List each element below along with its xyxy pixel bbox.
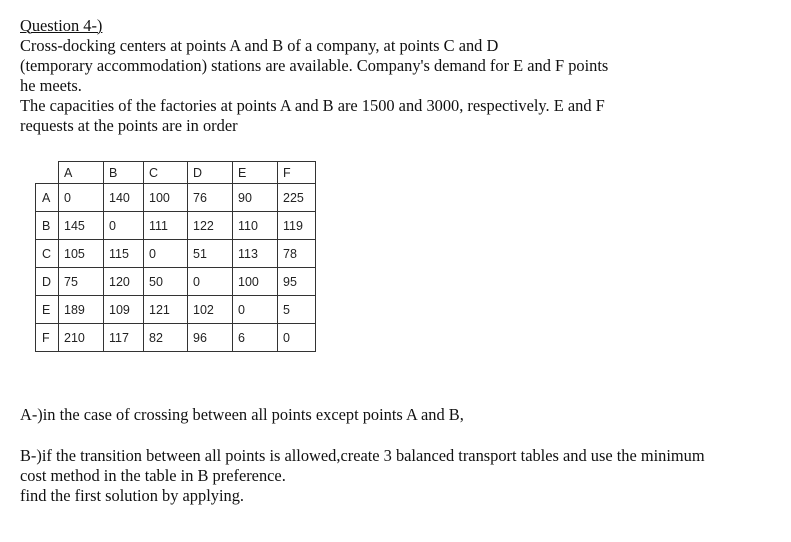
table-cell: 210 — [59, 324, 104, 352]
table-row — [36, 268, 316, 296]
table-cell: 145 — [59, 212, 104, 240]
table-cell: 100 — [233, 268, 278, 296]
table-cell: 113 — [233, 240, 278, 268]
table-cell: 121 — [144, 296, 188, 324]
table-cell: 109 — [104, 296, 144, 324]
row-header: F — [36, 324, 59, 352]
table-cell: 95 — [278, 268, 316, 296]
table-header-row — [36, 162, 316, 184]
intro-line-2: (temporary accommodation) stations are available. Company's demand for E and F points — [20, 56, 609, 75]
table-cell: 105 — [59, 240, 104, 268]
table-cell: 0 — [104, 212, 144, 240]
column-header: F — [278, 162, 316, 184]
table-cell: 50 — [144, 268, 188, 296]
column-header: B — [104, 162, 144, 184]
table-cell: 119 — [278, 212, 316, 240]
table-cell: 189 — [59, 296, 104, 324]
cost-table — [35, 161, 316, 352]
table-cell: 117 — [104, 324, 144, 352]
row-header: B — [36, 212, 59, 240]
table-row — [36, 296, 316, 324]
table-cell: 102 — [188, 296, 233, 324]
table-cell: 225 — [278, 184, 316, 212]
table-cell: 115 — [104, 240, 144, 268]
table-cell: 120 — [104, 268, 144, 296]
capacity-paragraph — [20, 96, 740, 136]
column-header: E — [233, 162, 278, 184]
table-cell: 75 — [59, 268, 104, 296]
table-row — [36, 324, 316, 352]
table-cell: 51 — [188, 240, 233, 268]
capacity-line-2: requests at the points are in order — [20, 116, 238, 135]
table-cell: 0 — [278, 324, 316, 352]
part-a-text: A-)in the case of crossing between all points except points A and B, — [20, 405, 464, 424]
intro-line-3: he meets. — [20, 76, 82, 95]
question-title-text: Question 4-) — [20, 16, 103, 35]
table-cell: 100 — [144, 184, 188, 212]
cost-table-container — [35, 161, 316, 352]
table-cell: 90 — [233, 184, 278, 212]
capacity-line-1: The capacities of the factories at points A and B are 1500 and 3000, respectively. E and F — [20, 96, 605, 115]
table-cell: 0 — [233, 296, 278, 324]
part-b-line-1: B-)if the transition between all points is allowed,create 3 balanced transport tables and use the minimum — [20, 446, 705, 465]
table-row — [36, 212, 316, 240]
table-cell: 76 — [188, 184, 233, 212]
table-row — [36, 184, 316, 212]
row-header: A — [36, 184, 59, 212]
table-cell: 6 — [233, 324, 278, 352]
table-row — [36, 240, 316, 268]
part-b-question — [20, 446, 770, 506]
row-header: E — [36, 296, 59, 324]
part-b-line-2: cost method in the table in B preference. — [20, 466, 286, 485]
table-corner — [36, 162, 59, 184]
row-header: D — [36, 268, 59, 296]
table-cell: 111 — [144, 212, 188, 240]
table-cell: 5 — [278, 296, 316, 324]
table-cell: 110 — [233, 212, 278, 240]
column-header: A — [59, 162, 104, 184]
column-header: C — [144, 162, 188, 184]
row-header: C — [36, 240, 59, 268]
table-cell: 82 — [144, 324, 188, 352]
part-a-question — [20, 405, 464, 425]
table-cell: 122 — [188, 212, 233, 240]
table-cell: 0 — [144, 240, 188, 268]
table-cell: 96 — [188, 324, 233, 352]
question-title — [20, 16, 102, 36]
table-cell: 0 — [59, 184, 104, 212]
column-header: D — [188, 162, 233, 184]
intro-paragraph — [20, 36, 740, 96]
table-cell: 0 — [188, 268, 233, 296]
table-cell: 140 — [104, 184, 144, 212]
part-b-line-3: find the first solution by applying. — [20, 486, 244, 505]
table-cell: 78 — [278, 240, 316, 268]
intro-line-1: Cross-docking centers at points A and B of a company, at points C and D — [20, 36, 499, 55]
